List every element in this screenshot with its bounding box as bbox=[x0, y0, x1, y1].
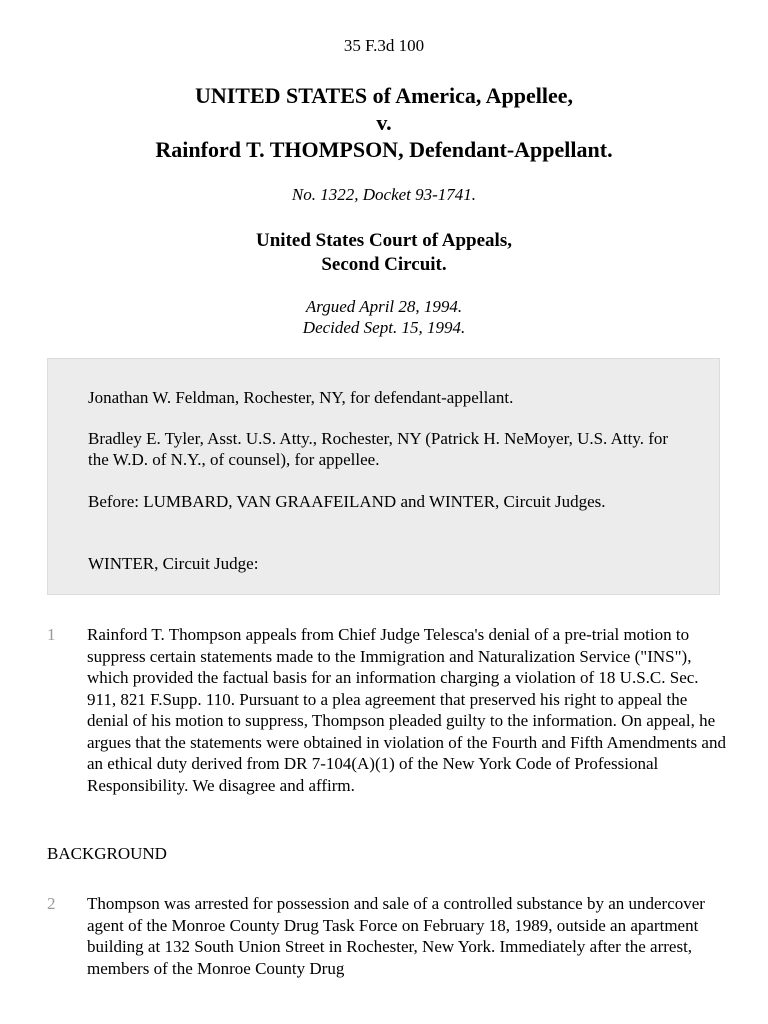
court-name-line1: United States Court of Appeals, bbox=[256, 230, 512, 251]
argued-date: Argued April 28, 1994. bbox=[305, 297, 463, 316]
section-heading: BACKGROUND bbox=[47, 844, 167, 863]
panel-judges: Before: LUMBARD, VAN GRAAFEILAND and WINTER, Circuit Judges. bbox=[88, 492, 606, 511]
case-caption bbox=[0, 82, 768, 163]
counsel-box bbox=[47, 358, 720, 595]
paragraph-number: 2 bbox=[47, 894, 56, 913]
docket-number: No. 1322, Docket 93-1741. bbox=[291, 185, 477, 204]
appellee-counsel: Bradley E. Tyler, Asst. U.S. Atty., Rochester, NY (Patrick H. NeMoyer, U.S. Atty. for the W.D. of N.Y., of counsel), for appellee. bbox=[88, 429, 669, 469]
case-dates bbox=[0, 296, 768, 338]
caption-versus: v. bbox=[376, 110, 392, 135]
decided-date: Decided Sept. 15, 1994. bbox=[302, 318, 466, 337]
appellant-counsel: Jonathan W. Feldman, Rochester, NY, for defendant-appellant. bbox=[88, 388, 514, 407]
paragraph-text: Rainford T. Thompson appeals from Chief Judge Telesca's denial of a pre-trial motion to suppress certain statements made to the Immigration and Naturalization Service ("INS"), which provided the factual basis for an information charging a violation of 18 U.S.C. Sec. 911, 821 F.Supp. 110. Pursuant to a plea agreement that preserved his right to appeal the denial of his motion to suppress, Thompson pleaded guilty to the information. On appeal, he argues that the statements were obtained in violation of the Fourth and Fifth Amendments and an ethical duty derived from DR 7-104(A)(1) of the New York Code of Professional Responsibility. We disagree and affirm. bbox=[87, 625, 726, 795]
court-name bbox=[0, 229, 768, 277]
caption-appellee: UNITED STATES of America, Appellee, bbox=[194, 83, 574, 108]
court-name-line2: Second Circuit. bbox=[321, 254, 447, 275]
opinion-author: WINTER, Circuit Judge: bbox=[88, 554, 259, 573]
paragraph-text: Thompson was arrested for possession and sale of a controlled substance by an undercover agent of the Monroe County Drug Task Force on February 18, 1989, outside an apartment building at 132 South Union Street in Rochester, New York. Immediately after the arrest, members of the Monroe County Drug bbox=[87, 894, 705, 978]
paragraph-number: 1 bbox=[47, 625, 56, 644]
caption-appellant: Rainford T. THOMPSON, Defendant-Appellant. bbox=[155, 137, 613, 162]
case-citation: 35 F.3d 100 bbox=[343, 36, 425, 55]
